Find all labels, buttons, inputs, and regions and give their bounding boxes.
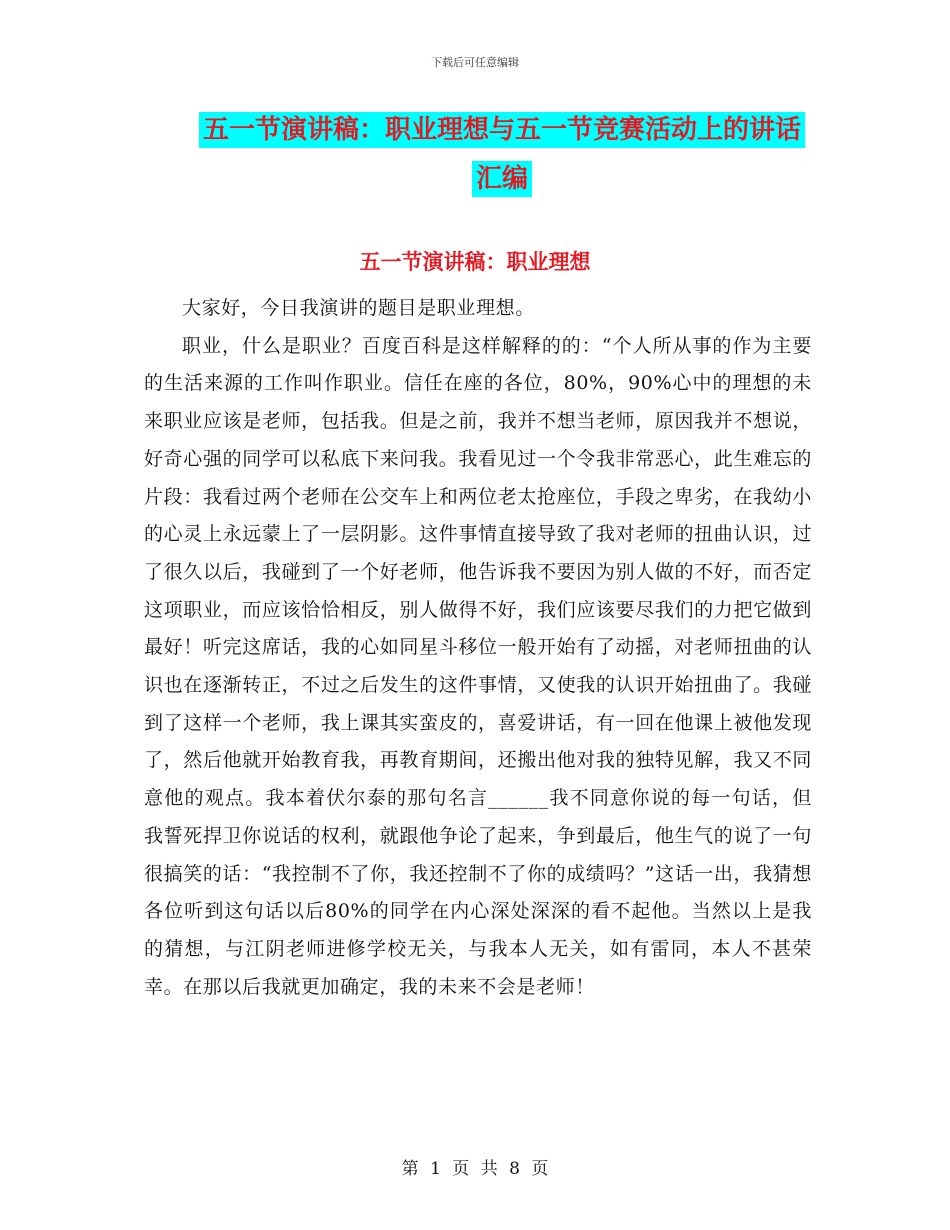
document-title <box>182 112 822 197</box>
paragraph-main: 职业，什么是职业？百度百科是这样解释的的：“个人所从事的作为主要的生活来源的工作叫作职业。信任在座的各位，80%，90%心中的理想的未来职业应该是老师，包括我。但是之前，我并不想当老师，原因我并不想说，好奇心强的同学可以私底下来问我。我看见过一个令我非常恶心，此生难忘的片段：我看过两个老师在公交车上和两位老太抢座位，手段之卑劣，在我幼小的心灵上永远蒙上了一层阴影。这件事情直接导致了我对老师的扭曲认识，过了很久以后，我碰到了一个好老师，他告诉我不要因为别人做的不好，而否定这项职业，而应该恰恰相反，别人做得不好，我们应该要尽我们的力把它做到最好！听完这席话，我的心如同星斗移位一般开始有了动摇，对老师扭曲的认识也在逐渐转正，不过之后发生的这件事情，又使我的认识开始扭曲了。我碰到了这样一个老师，我上课其实蛮皮的，喜爱讲话，有一回在他课上被他发现了，然后他就开始教育我，再教育期间，还搬出他对我的独特见解，我又不同意他的观点。我本着伏尔泰的那句名言______我不同意你说的每一句话，但我誓死捍卫你说话的权利，就跟他争论了起来，争到最后，他生气的说了一句很搞笑的话：“我控制不了你，我还控制不了你的成绩吗？”这话一出，我猜想各位听到这句话以后80%的同学在内心深处深深的看不起他。当然以上是我的猜想，与江阴老师进修学校无关，与我本人无关，如有雷同，本人不甚荣幸。在那以后我就更加确定，我的未来不会是老师！ <box>144 334 812 998</box>
document-body <box>144 290 812 1006</box>
document-title-line-1: 五一节演讲稿：职业理想与五一节竞赛活动上的讲话 <box>199 112 805 148</box>
header-note: 下载后可任意编辑 <box>431 56 519 69</box>
paragraph-greeting: 大家好，今日我演讲的题目是职业理想。 <box>182 297 535 319</box>
page-number: 第 1 页 共 8 页 <box>401 1159 549 1179</box>
section-title: 五一节演讲稿：职业理想 <box>359 250 591 274</box>
document-title-line-2: 汇编 <box>472 161 532 197</box>
